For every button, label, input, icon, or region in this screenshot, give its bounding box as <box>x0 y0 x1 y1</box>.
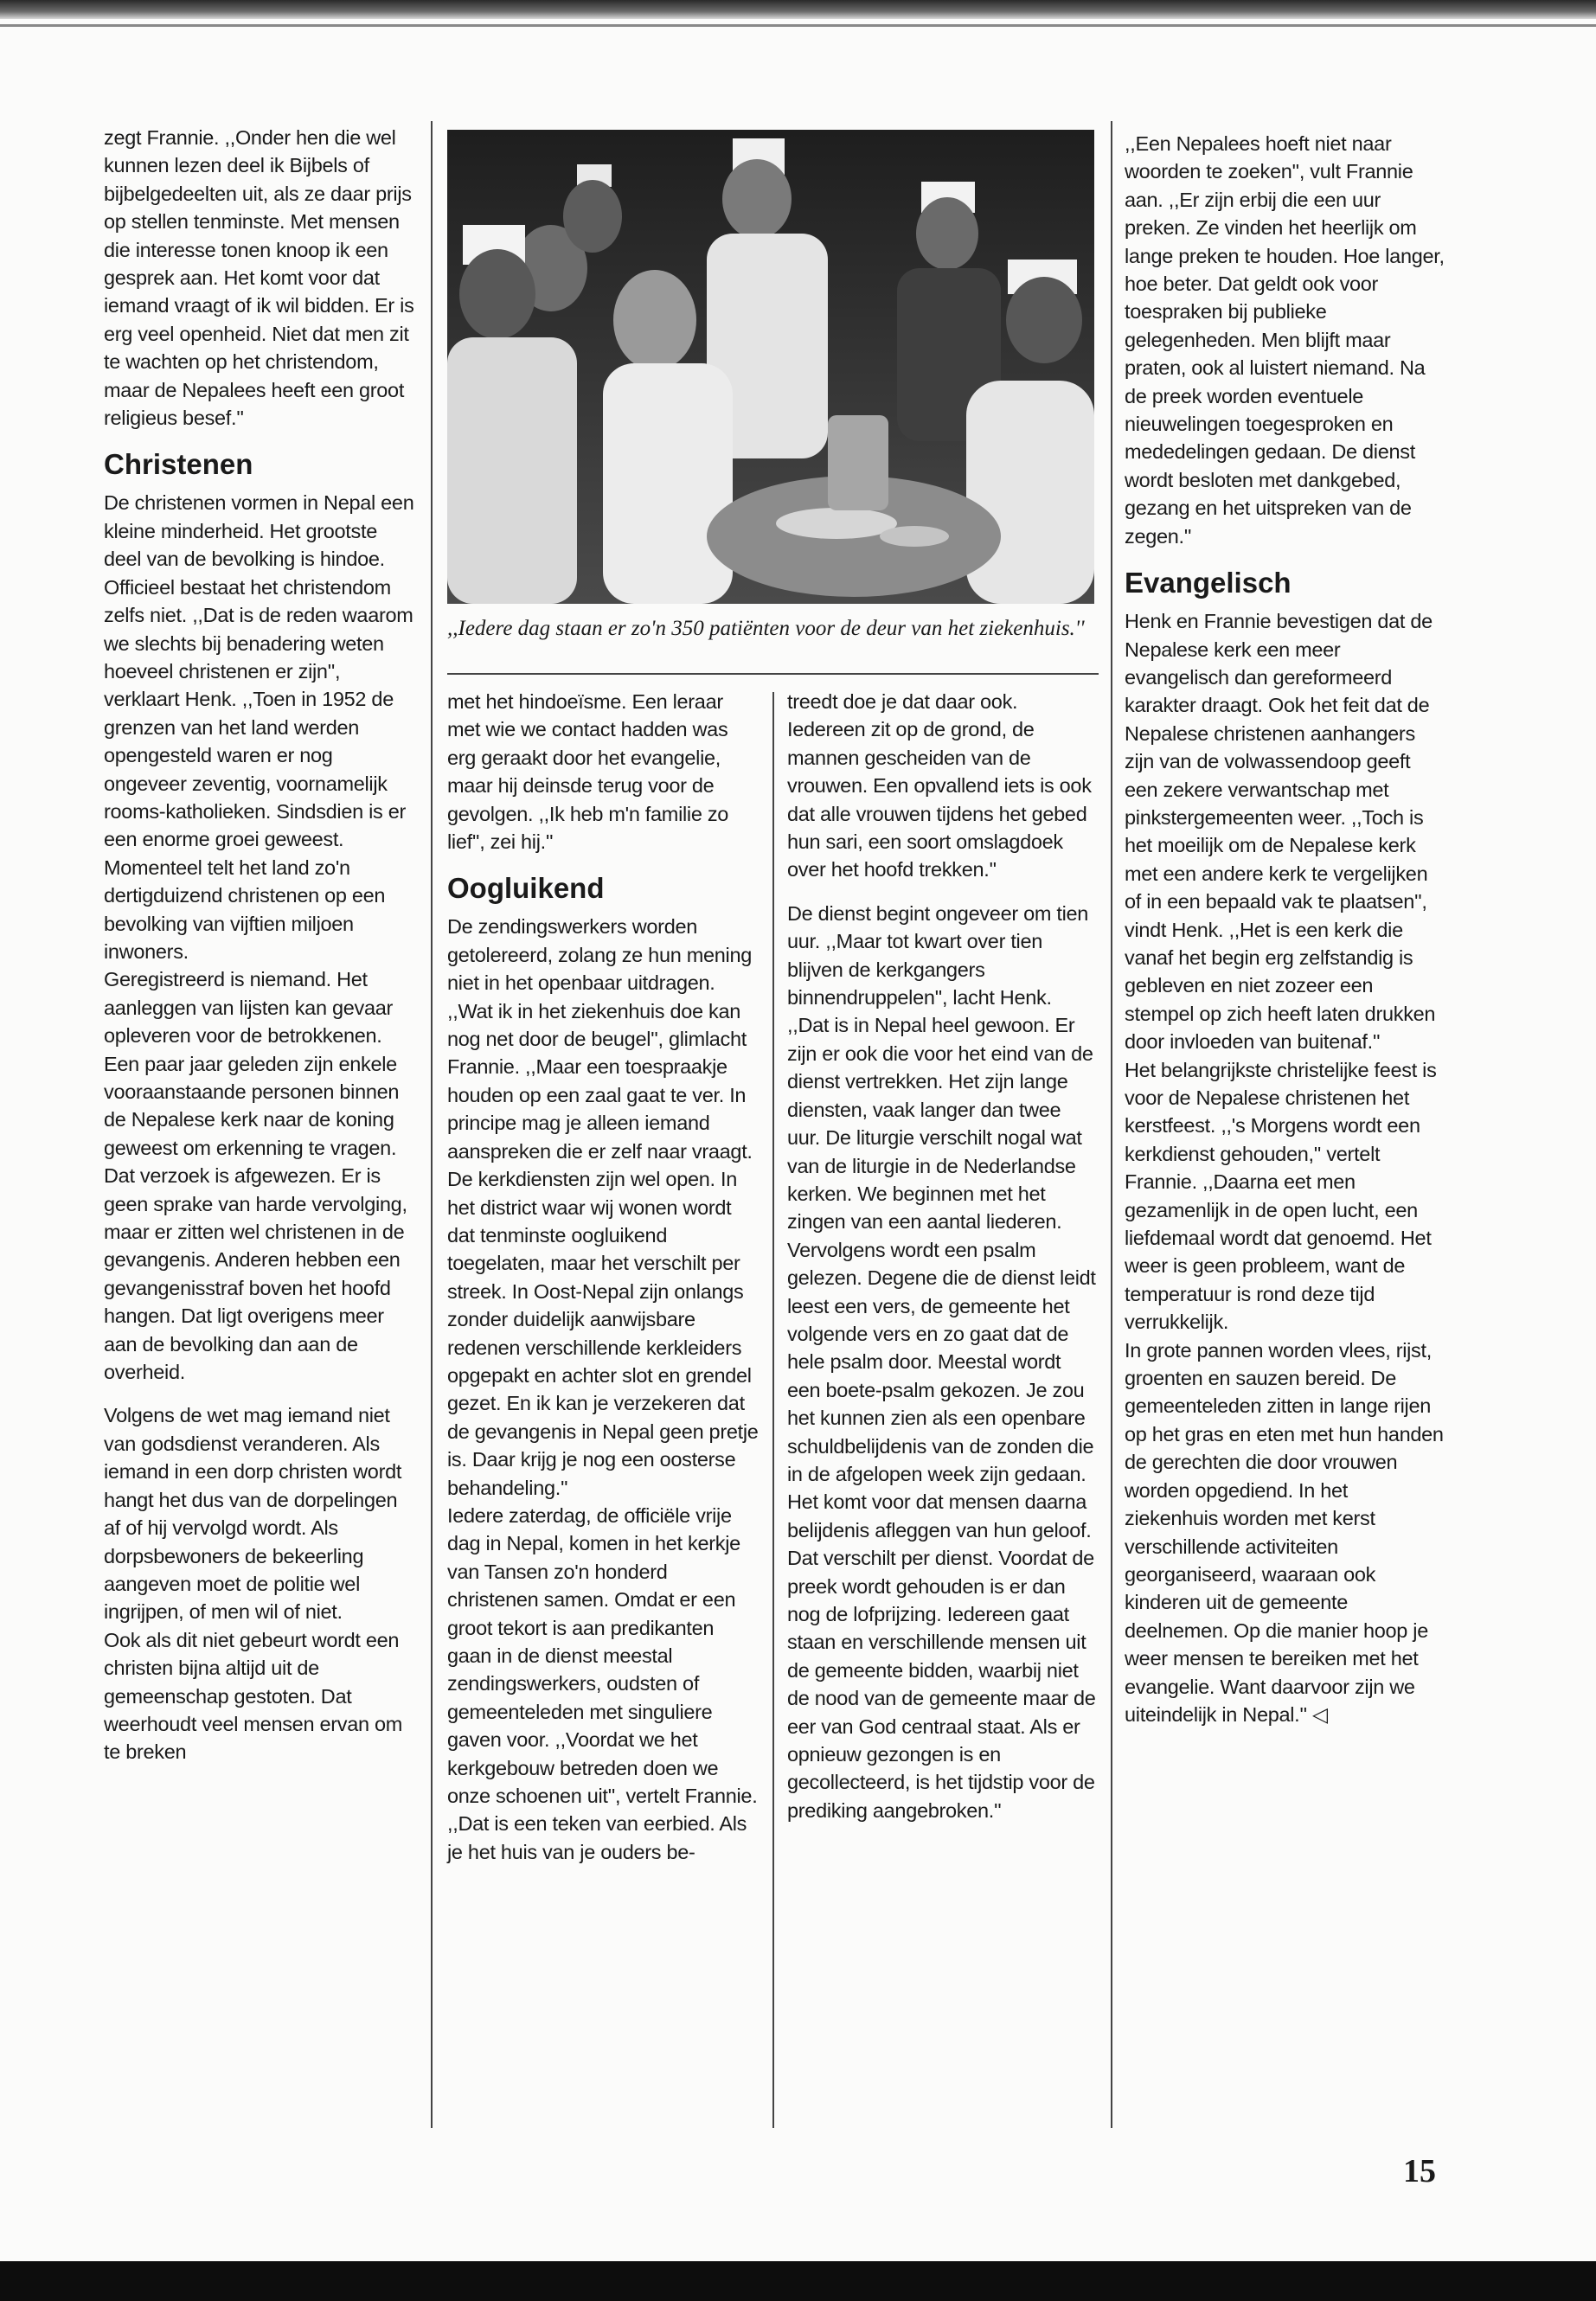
section-heading-evangelisch: Evangelisch <box>1125 567 1292 599</box>
section-heading-oogluikend: Oogluikend <box>447 872 605 905</box>
paragraph: ,,Een Nepalees hoeft niet naar woorden te zoeken'', vult Frannie aan. ,,Er zijn erbij die een uur preken. Ze vinden het heerlijk om lange preken te houden. Hoe langer, hoe beter. Dat geldt ook voor toespraken bij publieke gelegenheden. Men blijft maar praten, ook al luistert niemand. Na de preek worden eventuele nieuwelingen toegesproken en mededelingen gedaan. De dienst wordt besloten met dankgebed, gezang en het uitspreken van de zegen.'' <box>1125 132 1445 548</box>
article-column-1 <box>104 124 415 1766</box>
paragraph: treedt doe je dat daar ook. Iedereen zit op de grond, de mannen gescheiden van de vrouwen. Een opvallend iets is ook dat alle vrouwen tijdens het gebed hun sari, een soort omslagdoek over het hoofd trekken.'' <box>787 690 1092 881</box>
paragraph: Geregistreerd is niemand. Het aanleggen van lijsten kan gevaar opleveren voor de betrokkenen. Een paar jaar geleden zijn enkele vooraanstaande personen binnen de Nepalese kerk naar de koning geweest om erkenning te vragen. Dat verzoek is afgewezen. Er is geen sprake van harde vervolging, maar er zitten wel christenen in de gevangenis. Anderen hebben een gevangenisstraf boven het hoofd hangen. Dat ligt overigens meer aan de bevolking dan aan de overheid. <box>104 968 407 1384</box>
paragraph: Henk en Frannie bevestigen dat de Nepalese kerk een meer evangelisch dan gereformeerd karakter draagt. Ook het feit dat de Nepalese christenen aanhangers zijn van de volwassendoop geeft een zekere verwantschap met pinkstergemeenten weer. ,,Toch is het moeilijk om de Nepalese kerk met een andere kerk te vergelijken of in een bepaald vak te plaatsen'', vindt Henk. ,,Het is een kerk die vanaf het begin erg zelfstandig is gebleven en niet zozeer een stempel op zich heeft laten drukken door invloeden van buitenaf.'' <box>1125 610 1436 1054</box>
paragraph: Volgens de wet mag iemand niet van godsdienst veranderen. Als iemand in een dorp christen wordt hangt het dus van de dorpelingen af of hij vervolgd wordt. Als dorpsbewoners de bekeerling aangeven moet de politie wel ingrijpen, of men wil of niet. <box>104 1404 402 1624</box>
paragraph: Ook als dit niet gebeurt wordt een christen bijna altijd uit de gemeenschap gestoten. Dat weerhoudt veel mensen ervan om te breken <box>104 1628 403 1764</box>
caption-rule <box>447 673 1099 675</box>
paragraph: De dienst begint ongeveer om tien uur. ,,Maar tot kwart over tien blijven de kerkgangers binnendruppelen'', lacht Henk. ,,Dat is in Nepal heel gewoon. Er zijn er ook die voor het eind van de dienst vertrekken. Het zijn lange diensten, vaak langer dan twee uur. De liturgie verschilt nogal wat van de liturgie in de Nederlandse kerken. We beginnen met het zingen van een aantal liederen. Vervolgens wordt een psalm gelezen. Degene die de dienst leidt leest een vers, de gemeente het volgende vers en zo gaat dat de hele psalm door. Meestal wordt een boete-psalm gekozen. Je zou het kunnen zien als een openbare schuldbelijdenis van de zonden die in de afgelopen week zijn gedaan. <box>787 901 1096 1485</box>
page-number: 15 <box>1403 2153 1436 2189</box>
paragraph: In grote pannen worden vlees, rijst, groenten en sauzen bereid. De gemeenteleden zitten in lange rijen op het gras en eten met hun handen de gerechten die door vrouwen worden opgediend. In het ziekenhuis worden met kerst verschillende activiteiten georganiseerd, waaraan ook kinderen uit de gemeente deelnemen. Op die manier hoop je weer mensen te bereiken met het evangelie. Want daarvoor zijn we uiteindelijk in Nepal.'' ◁ <box>1125 1338 1444 1726</box>
article-column-2 <box>447 688 759 1866</box>
column-divider <box>431 121 433 2128</box>
intro-paragraph: zegt Frannie. ,,Onder hen die wel kunnen lezen deel ik Bijbels of bijbelgedeelten uit, als ze daar prijs op stellen tenminste. Met mensen die interesse tonen knoop ik een gesprek aan. Het komt voor dat iemand vraagt of ik wil bidden. Er is erg veel openheid. Niet dat men zit te wachten op het christendom, maar de Nepalees heeft een groot religieus besef.'' <box>104 126 414 430</box>
paragraph: De zendingswerkers worden getolereerd, zolang ze hun mening niet in het openbaar uitdragen. ,,Wat ik in het ziekenhuis doe kan nog net door de beugel'', glimlacht Frannie. ,,Maar een toespraakje houden op een zaal gaat te ver. In principe mag je alleen iemand aanspreken die er zelf naar vraagt. De kerkdiensten zijn wel open. In het district waar wij wonen wordt dat tenminste oogluikend toegelaten, maar het verschilt per streek. In Oost-Nepal zijn onlangs zonder duidelijk aanwijsbare redenen verschillende kerkleiders opgepakt en achter slot en grendel gezet. En ik kan je verzekeren dat de gevangenis in Nepal geen pretje is. Daar krijg je nog een oosterse behandeling.'' <box>447 915 759 1499</box>
paragraph: Het belangrijkste christelijke feest is voor de Nepalese christenen het kerstfeest. ,,'s Morgens wordt een kerkdienst gehouden,'' vertelt Frannie. ,,Daarna eet men gezamenlijk in de open lucht, een liefdemaal wordt dat genoemd. Het weer is geen probleem, want de temperatuur is rond deze tijd verrukkelijk. <box>1125 1058 1437 1334</box>
scan-top-line <box>0 24 1596 27</box>
paragraph: De christenen vormen in Nepal een kleine minderheid. Het grootste deel van de bevolking is hindoe. Officieel bestaat het christendom zelfs niet. ,,Dat is de reden waarom we slechts bij benadering weten hoeveel christenen er zijn'', verklaart Henk. ,,Toen in 1952 de grenzen van het land werden opengesteld waren er nog ongeveer zeventig, voornamelijk rooms-katholieken. Sindsdien is er een enorme groei geweest. Momenteel telt het land zo'n dertigduizend christenen op een bevolking van vijftien miljoen inwoners. <box>104 491 414 963</box>
photo-caption: ,,Iedere dag staan er zo'n 350 patiënten voor de deur van het ziekenhuis.'' <box>447 617 1085 640</box>
section-heading-christenen: Christenen <box>104 448 253 481</box>
column-divider <box>1111 121 1112 2128</box>
paragraph: met het hindoeïsme. Een leraar met wie we contact hadden was erg geraakt door het evangelie, maar hij deinsde terug voor de gevolgen. ,,Ik heb m'n familie zo lief'', zei hij.'' <box>447 690 729 854</box>
article-column-4 <box>1125 130 1445 1728</box>
article-column-3 <box>787 688 1099 1824</box>
column-divider <box>772 692 774 2128</box>
article-photo <box>447 130 1094 604</box>
scan-top-edge <box>0 0 1596 19</box>
scan-bottom-edge <box>0 2261 1596 2301</box>
photo-men-in-hospital <box>447 130 1094 604</box>
paragraph: Het komt voor dat mensen daarna belijdenis afleggen van hun geloof. Dat verschilt per dienst. Voordat de preek wordt gehouden is er dan nog de lofprijzing. Iedereen gaat staan en verschillende mensen uit de gemeente bidden, waarbij niet de nood van de gemeente maar de eer van God centraal staat. Als er opnieuw gezongen is en gecollecteerd, is het tijdstip voor de prediking aangebroken.'' <box>787 1490 1096 1822</box>
paragraph: Iedere zaterdag, de officiële vrije dag in Nepal, komen in het kerkje van Tansen zo'n honderd christenen samen. Omdat er een groot tekort is aan predikanten gaan in de dienst meestal zendingswerkers, oudsten of gemeenteleden met singuliere gaven voor. ,,Voordat we het kerkgebouw betreden doen we onze schoenen uit'', vertelt Frannie. ,,Dat is een teken van eerbied. Als je het huis van je ouders be- <box>447 1503 758 1863</box>
